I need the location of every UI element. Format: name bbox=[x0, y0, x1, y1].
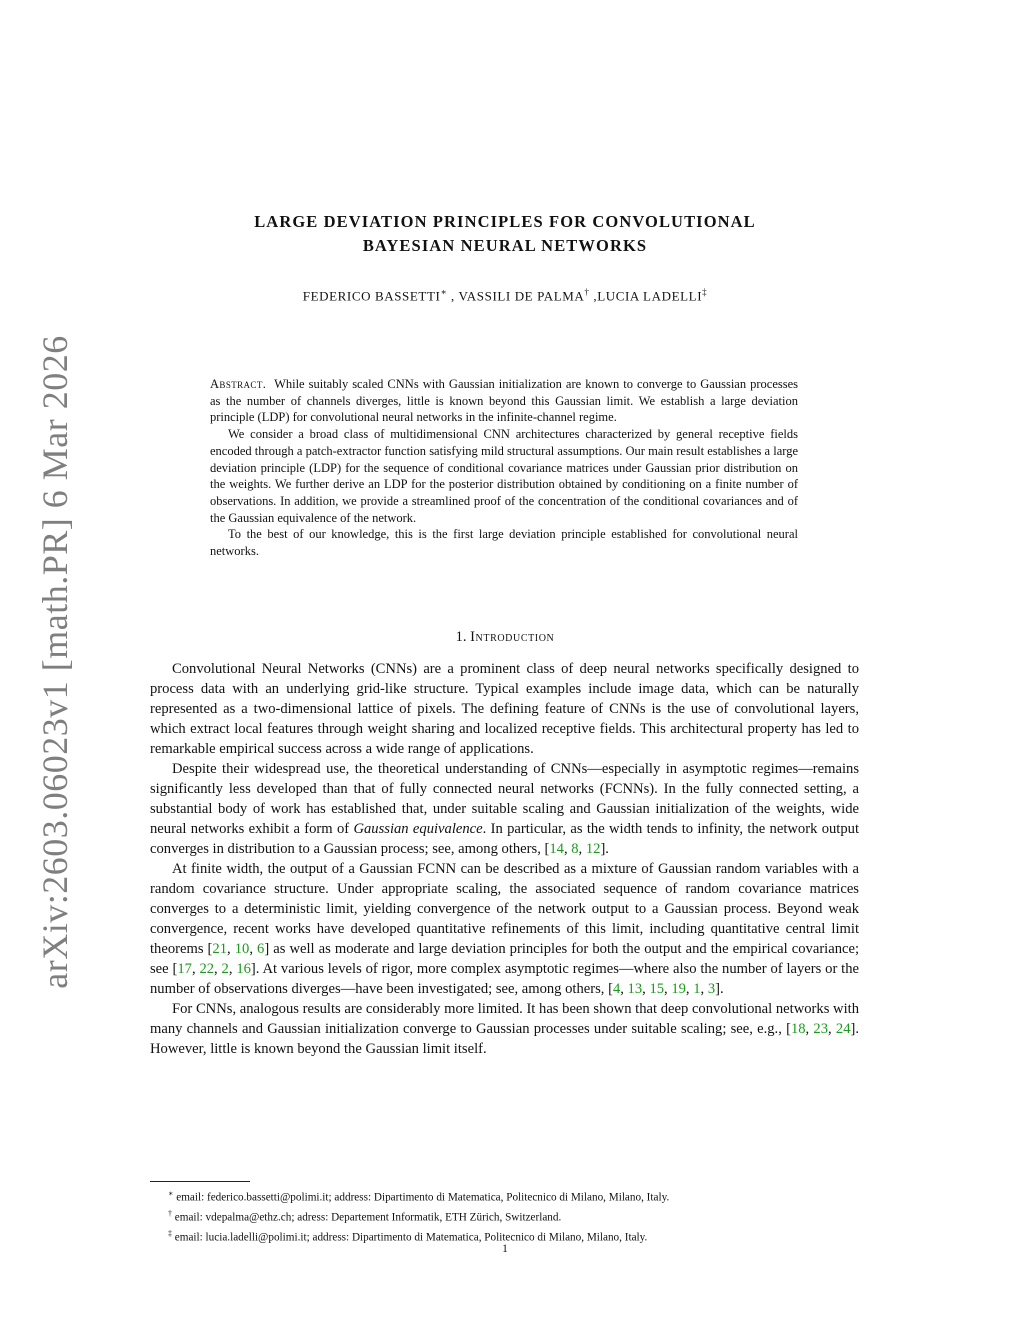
author-list bbox=[150, 287, 860, 304]
abstract bbox=[210, 376, 798, 560]
p4-text-a: For CNNs, analogous results are considerably more limited. It has been shown that deep convolutional networks with many channels and Gaussian initialization converge to Gaussian processes under suitable scaling; see, e.g., [ bbox=[150, 1001, 859, 1037]
citation[interactable]: 12 bbox=[585, 841, 601, 857]
gaussian-equivalence-term: Gaussian equivalence bbox=[353, 821, 483, 837]
footnote-1-text: email: federico.bassetti@polimi.it; address: Dipartimento di Matematica, Politecnico di Milano, Milano, Italy. bbox=[173, 1191, 670, 1204]
title-line-2: BAYESIAN NEURAL NETWORKS bbox=[362, 236, 648, 255]
abstract-paragraph-3: To the best of our knowledge, this is the first large deviation principle established for convolutional neural networks. bbox=[210, 527, 798, 559]
citation[interactable]: 19 bbox=[671, 981, 686, 997]
page-number: 1 bbox=[502, 1243, 508, 1255]
abstract-label: Abstract. bbox=[210, 377, 267, 391]
citation[interactable]: 14 bbox=[549, 841, 564, 857]
citation[interactable]: 1 bbox=[693, 981, 701, 997]
footnote-2-text: email: vdepalma@ethz.ch; adress: Departement Informatik, ETH Zürich, Switzerland. bbox=[172, 1211, 562, 1224]
author-2-mark: † bbox=[584, 287, 590, 297]
author-separator-1: , bbox=[447, 288, 459, 304]
citation[interactable]: 10 bbox=[234, 941, 250, 957]
p3-text-d: ]. bbox=[715, 981, 724, 997]
citation[interactable]: 16 bbox=[236, 961, 251, 977]
citation[interactable]: 22 bbox=[199, 961, 215, 977]
section-number: 1. bbox=[455, 629, 467, 645]
footnote-2 bbox=[150, 1206, 859, 1226]
intro-paragraph-1: Convolutional Neural Networks (CNNs) are a prominent class of deep neural networks specifically designed to process data with an underlying grid-like structure. Typical examples include image data, which can be naturally represented as a two-dimensional lattice of pixels. The defining feature of CNNs is the use of convolutional layers, which extract local features through weight sharing and localized receptive fields. This architectural property has led to remarkable empirical success across a wide range of applications. bbox=[150, 661, 859, 757]
citation[interactable]: 13 bbox=[627, 981, 643, 997]
citation[interactable]: 23 bbox=[813, 1021, 829, 1037]
citation[interactable]: 24 bbox=[835, 1021, 851, 1037]
intro-paragraph-3: At finite width, the output of a Gaussian FCNN can be described as a mixture of Gaussian random variables with a random covariance structure. Under appropriate scaling, the associated sequence of random covariance matrices converges to a deterministic limit, yielding convergence of the network output to a Gaussian process. Beyond weak convergence, recent works have developed quantitative refinements of this limit, including quantitative central limit theorems [21, 10, 6] as well as moderate and large deviation principles for both the output and the empirical covariance; see [17, 22, 2, 16]. At various levels of rigor, more complex asymptotic regimes—where also the number of layers or the number of observations diverges—have been investigated; see, among others, [4, 13, 15, 19, 1, 3]. bbox=[150, 861, 860, 997]
title-line-1: LARGE DEVIATION PRINCIPLES FOR CONVOLUTIONAL bbox=[254, 212, 756, 231]
citation[interactable]: 2 bbox=[221, 961, 229, 977]
footnote-3-mark: ‡ bbox=[168, 1229, 172, 1239]
citation[interactable]: 21 bbox=[212, 941, 228, 957]
footnote-3-text: email: lucia.ladelli@polimi.it; address: Dipartimento di Matematica, Politecnico di Milano, Milano, Italy. bbox=[172, 1231, 648, 1244]
abstract-text-1: While suitably scaled CNNs with Gaussian initialization are known to converge to Gaussian processes as the number of channels diverges, little is known beyond this Gaussian limit. We establish a large deviation principle (LDP) for convolutional neural networks in the infinite-channel regime. bbox=[210, 377, 799, 425]
citation[interactable]: 6 bbox=[257, 941, 265, 957]
citation[interactable]: 3 bbox=[707, 981, 716, 997]
author-1-mark: ∗ bbox=[440, 287, 448, 297]
p2-text-b: . In particular, as the width tends to infinity, the network output converges in distribution to a Gaussian process; see, among others, [ bbox=[150, 821, 859, 857]
p3-text-c: ]. At various levels of rigor, more complex asymptotic regimes—where also the number of layers or the number of observations diverges—have been investigated; see, among others, [ bbox=[150, 961, 859, 997]
introduction-body bbox=[150, 659, 859, 1059]
footnote-divider bbox=[150, 1181, 250, 1182]
footnote-1 bbox=[150, 1186, 859, 1206]
citation[interactable]: 4 bbox=[612, 981, 621, 997]
p3-text-b: ] as well as moderate and large deviation principles for both the output and the empirical covariance; see [ bbox=[150, 941, 860, 977]
abstract-paragraph-2: We consider a broad class of multidimensional CNN architectures characterized by general receptive fields encoded through a patch-extractor function satisfying mild structural assumptions. Our main result establishes a large deviation principle (LDP) for the sequence of conditional covariance matrices under Gaussian prior distribution on the weights. We further derive an LDP for the posterior distribution obtained by conditioning on a finite number of observations. In addition, we provide a streamlined proof of the concentration of the conditional covariances and of the Gaussian equivalence of the network. bbox=[210, 427, 798, 525]
abstract-paragraph-1 bbox=[210, 376, 798, 426]
p2-text-a: Despite their widespread use, the theoretical understanding of CNNs—especially in asymptotic regimes—remains significantly less developed than that of fully connected neural networks (FCNNs). In the fully connected setting, a substantial body of work has established that, under suitable scaling and Gaussian initialization of the weights, wide neural networks exhibit a form of bbox=[150, 761, 859, 837]
intro-paragraph-2: Despite their widespread use, the theoretical understanding of CNNs—especially in asymptotic regimes—remains significantly less developed than that of fully connected neural networks (FCNNs). In the fully connected setting, a substantial body of work has established that, under suitable scaling and Gaussian initialization of the weights, wide neural networks exhibit a form of Gaussian equivalence. In particular, as the width tends to infinity, the network output converges in distribution to a Gaussian process; see, among others, [14, 8, 12]. bbox=[150, 761, 859, 857]
citation[interactable]: 15 bbox=[649, 981, 665, 997]
p4-text-b: ]. However, little is known beyond the Gaussian limit itself. bbox=[150, 1021, 860, 1057]
arxiv-identifier: arXiv:2603.06023v1 [math.PR] 6 Mar 2026 bbox=[35, 335, 75, 989]
citation[interactable]: 17 bbox=[177, 961, 192, 977]
citation[interactable]: 18 bbox=[790, 1021, 806, 1037]
footnotes bbox=[150, 1186, 859, 1246]
section-title: Introduction bbox=[470, 629, 555, 645]
footnote-1-mark: ∗ bbox=[168, 1189, 174, 1198]
p3-text-a: At finite width, the output of a Gaussian FCNN can be described as a mixture of Gaussian random variables with a random covariance structure. Under appropriate scaling, the associated sequence of random covariance matrices converges to a deterministic limit, yielding convergence of the network output to a Gaussian process. Beyond weak convergence, recent works have developed quantitative refinements of this limit, including quantitative central limit theorems [ bbox=[150, 861, 859, 957]
intro-paragraph-4: For CNNs, analogous results are considerably more limited. It has been shown that deep convolutional networks with many channels and Gaussian initialization converge to Gaussian processes under suitable scaling; see, e.g., [18, 23, 24]. However, little is known beyond the Gaussian limit itself. bbox=[150, 1001, 860, 1057]
p2-text-c: ]. bbox=[600, 841, 609, 857]
paper-title bbox=[150, 210, 860, 258]
author-3: LUCIA LADELLI bbox=[597, 288, 703, 304]
citation[interactable]: 8 bbox=[571, 841, 579, 857]
section-heading bbox=[150, 629, 860, 646]
author-2: VASSILI DE PALMA bbox=[458, 288, 585, 304]
author-separator-2: , bbox=[589, 288, 598, 304]
footnote-2-mark: † bbox=[168, 1209, 172, 1219]
author-1: FEDERICO BASSETTI bbox=[302, 288, 441, 304]
author-3-mark: ‡ bbox=[702, 287, 708, 297]
